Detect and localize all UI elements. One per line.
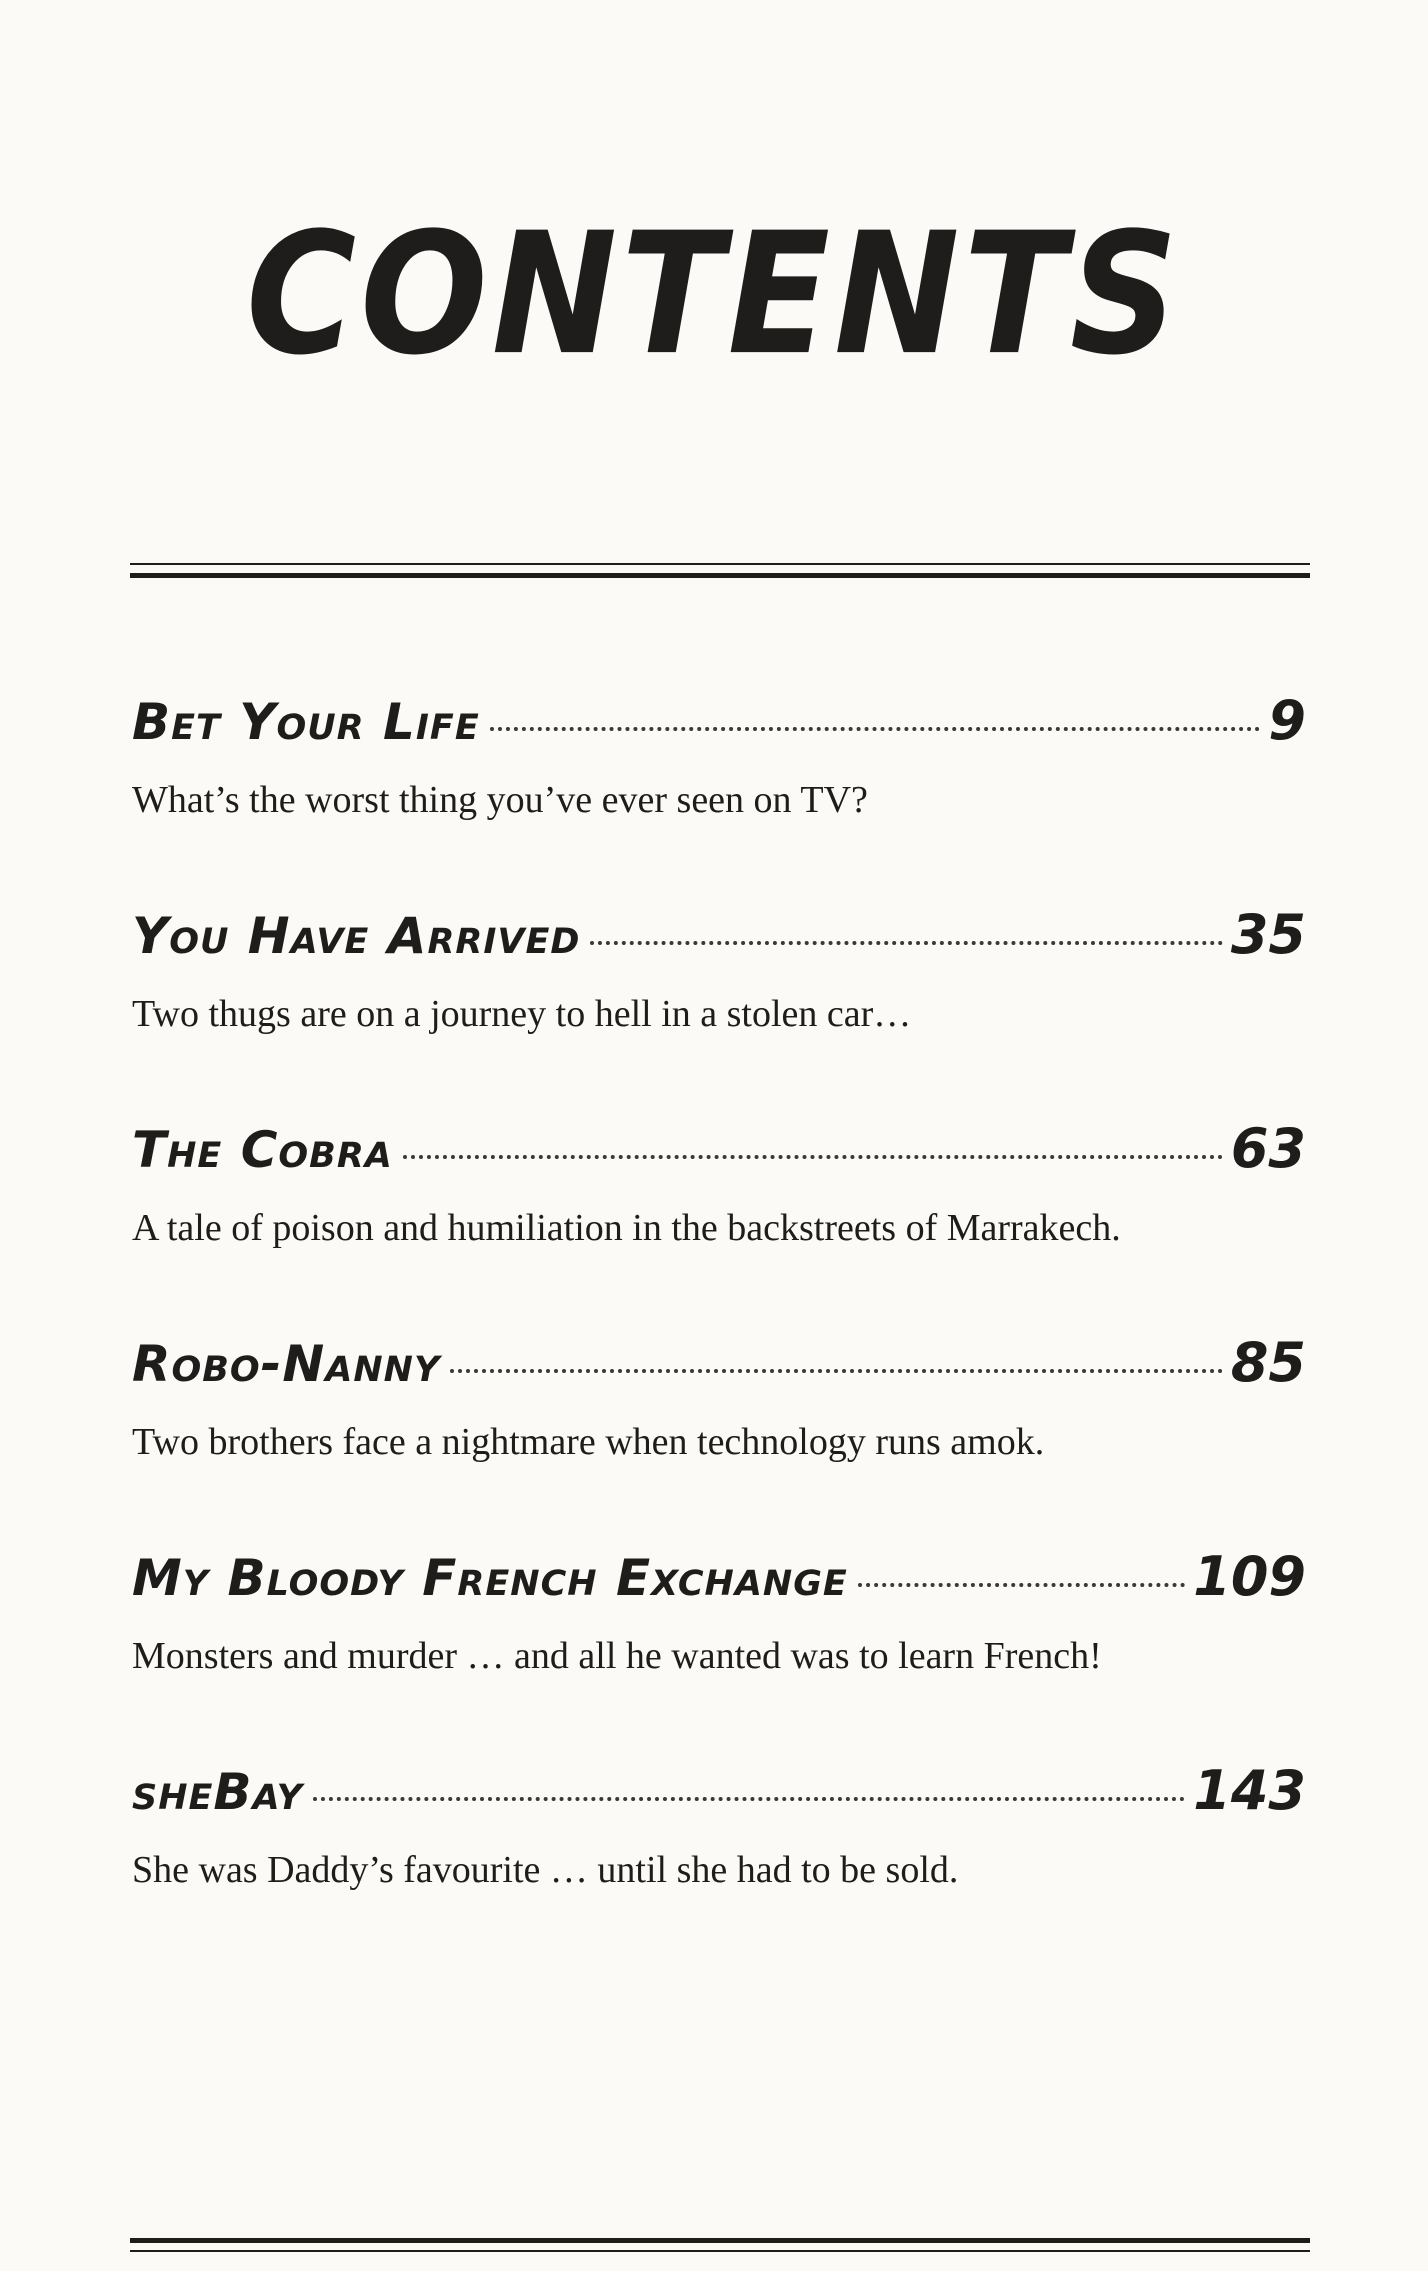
entry-title: My Bloody French Exchange — [132, 1549, 848, 1607]
dot-leader — [490, 727, 1261, 731]
page-number: 109 — [1193, 1545, 1306, 1608]
top-divider — [130, 563, 1310, 578]
toc-entry[interactable] — [132, 1754, 1306, 1894]
page-title: CONTENTS — [246, 197, 1182, 393]
entry-description: She was Daddy’s favourite … until she had to be sold. — [132, 1849, 959, 1891]
dot-leader — [313, 1797, 1185, 1801]
toc-entry[interactable] — [132, 898, 1306, 1038]
dot-leader — [590, 941, 1222, 945]
entry-title: You Have Arrived — [132, 907, 581, 965]
entry-title: Bet Your Life — [132, 693, 480, 751]
entry-title: sheBay — [132, 1763, 303, 1821]
toc-entry[interactable] — [132, 1112, 1306, 1252]
page-number: 9 — [1268, 689, 1306, 752]
toc-entry[interactable] — [132, 1326, 1306, 1466]
entry-description: Monsters and murder … and all he wanted was to learn French! — [132, 1635, 1102, 1677]
entry-description: Two brothers face a nightmare when technology runs amok. — [132, 1421, 1045, 1463]
entry-title: The Cobra — [132, 1121, 393, 1179]
toc-entry[interactable] — [132, 684, 1306, 824]
dot-leader — [858, 1583, 1185, 1587]
bottom-divider — [130, 2238, 1310, 2252]
entry-description: Two thugs are on a journey to hell in a stolen car… — [132, 993, 912, 1035]
entry-description: A tale of poison and humiliation in the backstreets of Marrakech. — [132, 1207, 1121, 1249]
page-number: 63 — [1230, 1117, 1306, 1180]
toc-entry[interactable] — [132, 1540, 1306, 1680]
dot-leader — [403, 1155, 1223, 1159]
page-number: 143 — [1193, 1759, 1306, 1822]
page-number: 35 — [1230, 903, 1306, 966]
dot-leader — [450, 1369, 1223, 1373]
page-number: 85 — [1230, 1331, 1306, 1394]
entry-title: Robo-Nanny — [132, 1335, 441, 1393]
entry-description: What’s the worst thing you’ve ever seen on TV? — [132, 779, 868, 821]
